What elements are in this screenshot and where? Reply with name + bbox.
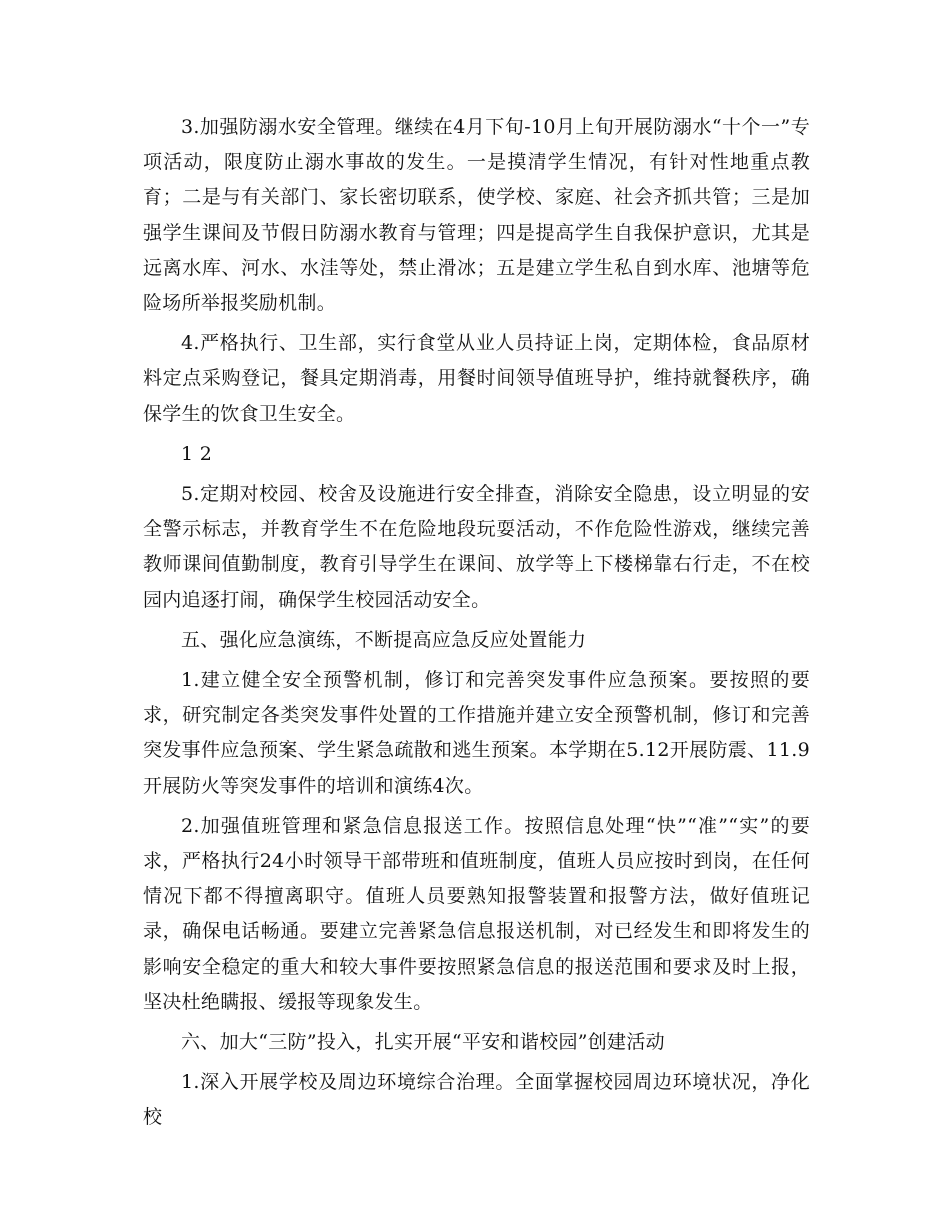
page-number-marker: 1 2 [181,442,213,465]
paragraph-early-warning: 1.建立健全安全预警机制，修订和完善突发事件应急预案。要按照的要求，研究制定各类突发事件处置的工作措施并建立安全预警机制，修订和完善突发事件应急预案、学生紧急疏散和逃生预案。本学期在5.12开展防震、11.9开展防火等突发事件的培训和演练4次。 [143,669,810,797]
paragraph-campus-inspection: 5.定期对校园、校舍及设施进行安全排查，消除安全隐患，设立明显的安全警示标志，并教育学生不在危险地段玩耍活动，不作危险性游戏，继续完善教师课间值勤制度，教育引导学生在课间、放学等上下楼梯靠右行走，不在校园内追逐打闹，确保学生校园活动安全。 [143,483,810,611]
document-page [143,110,810,1141]
paragraph-environment-governance: 1.深入开展学校及周边环境综合治理。全面掌握校园周边环境状况，净化校 [143,1071,810,1129]
section-heading-safe-campus: 六、加大“三防”投入，扎实开展“平安和谐校园”创建活动 [181,1031,665,1054]
paragraph-duty-reporting: 2.加强值班管理和紧急信息报送工作。按照信息处理“快”“准”“实”的要求，严格执行24小时领导干部带班和值班制度，值班人员应按时到岗，在任何情况下都不得擅离职守。值班人员要熟知报警装置和报警方法，做好值班记录，确保电话畅通。要建立完善紧急信息报送机制，对已经发生和即将发生的影响安全稳定的重大和较大事件要按照紧急信息的报送范围和要求及时上报，坚决杜绝瞒报、缓报等现象发生。 [143,814,810,1013]
paragraph-drowning-safety: 3.加强防溺水安全管理。继续在4月下旬-10月上旬开展防溺水“十个一”专项活动，限度防止溺水事故的发生。一是摸清学生情况，有针对性地重点教育；二是与有关部门、家长密切联系，使学校、家庭、社会齐抓共管；三是加强学生课间及节假日防溺水教育与管理；四是提高学生自我保护意识，尤其是远离水库、河水、水洼等处，禁止滑冰；五是建立学生私自到水库、池塘等危险场所举报奖励机制。 [143,116,810,315]
paragraph-food-hygiene: 4.严格执行、卫生部，实行食堂从业人员持证上岗，定期体检，食品原材料定点采购登记，餐具定期消毒，用餐时间领导值班导护，维持就餐秩序，确保学生的饮食卫生安全。 [143,332,810,425]
section-heading-emergency-drills: 五、强化应急演练，不断提高应急反应处置能力 [181,628,587,651]
